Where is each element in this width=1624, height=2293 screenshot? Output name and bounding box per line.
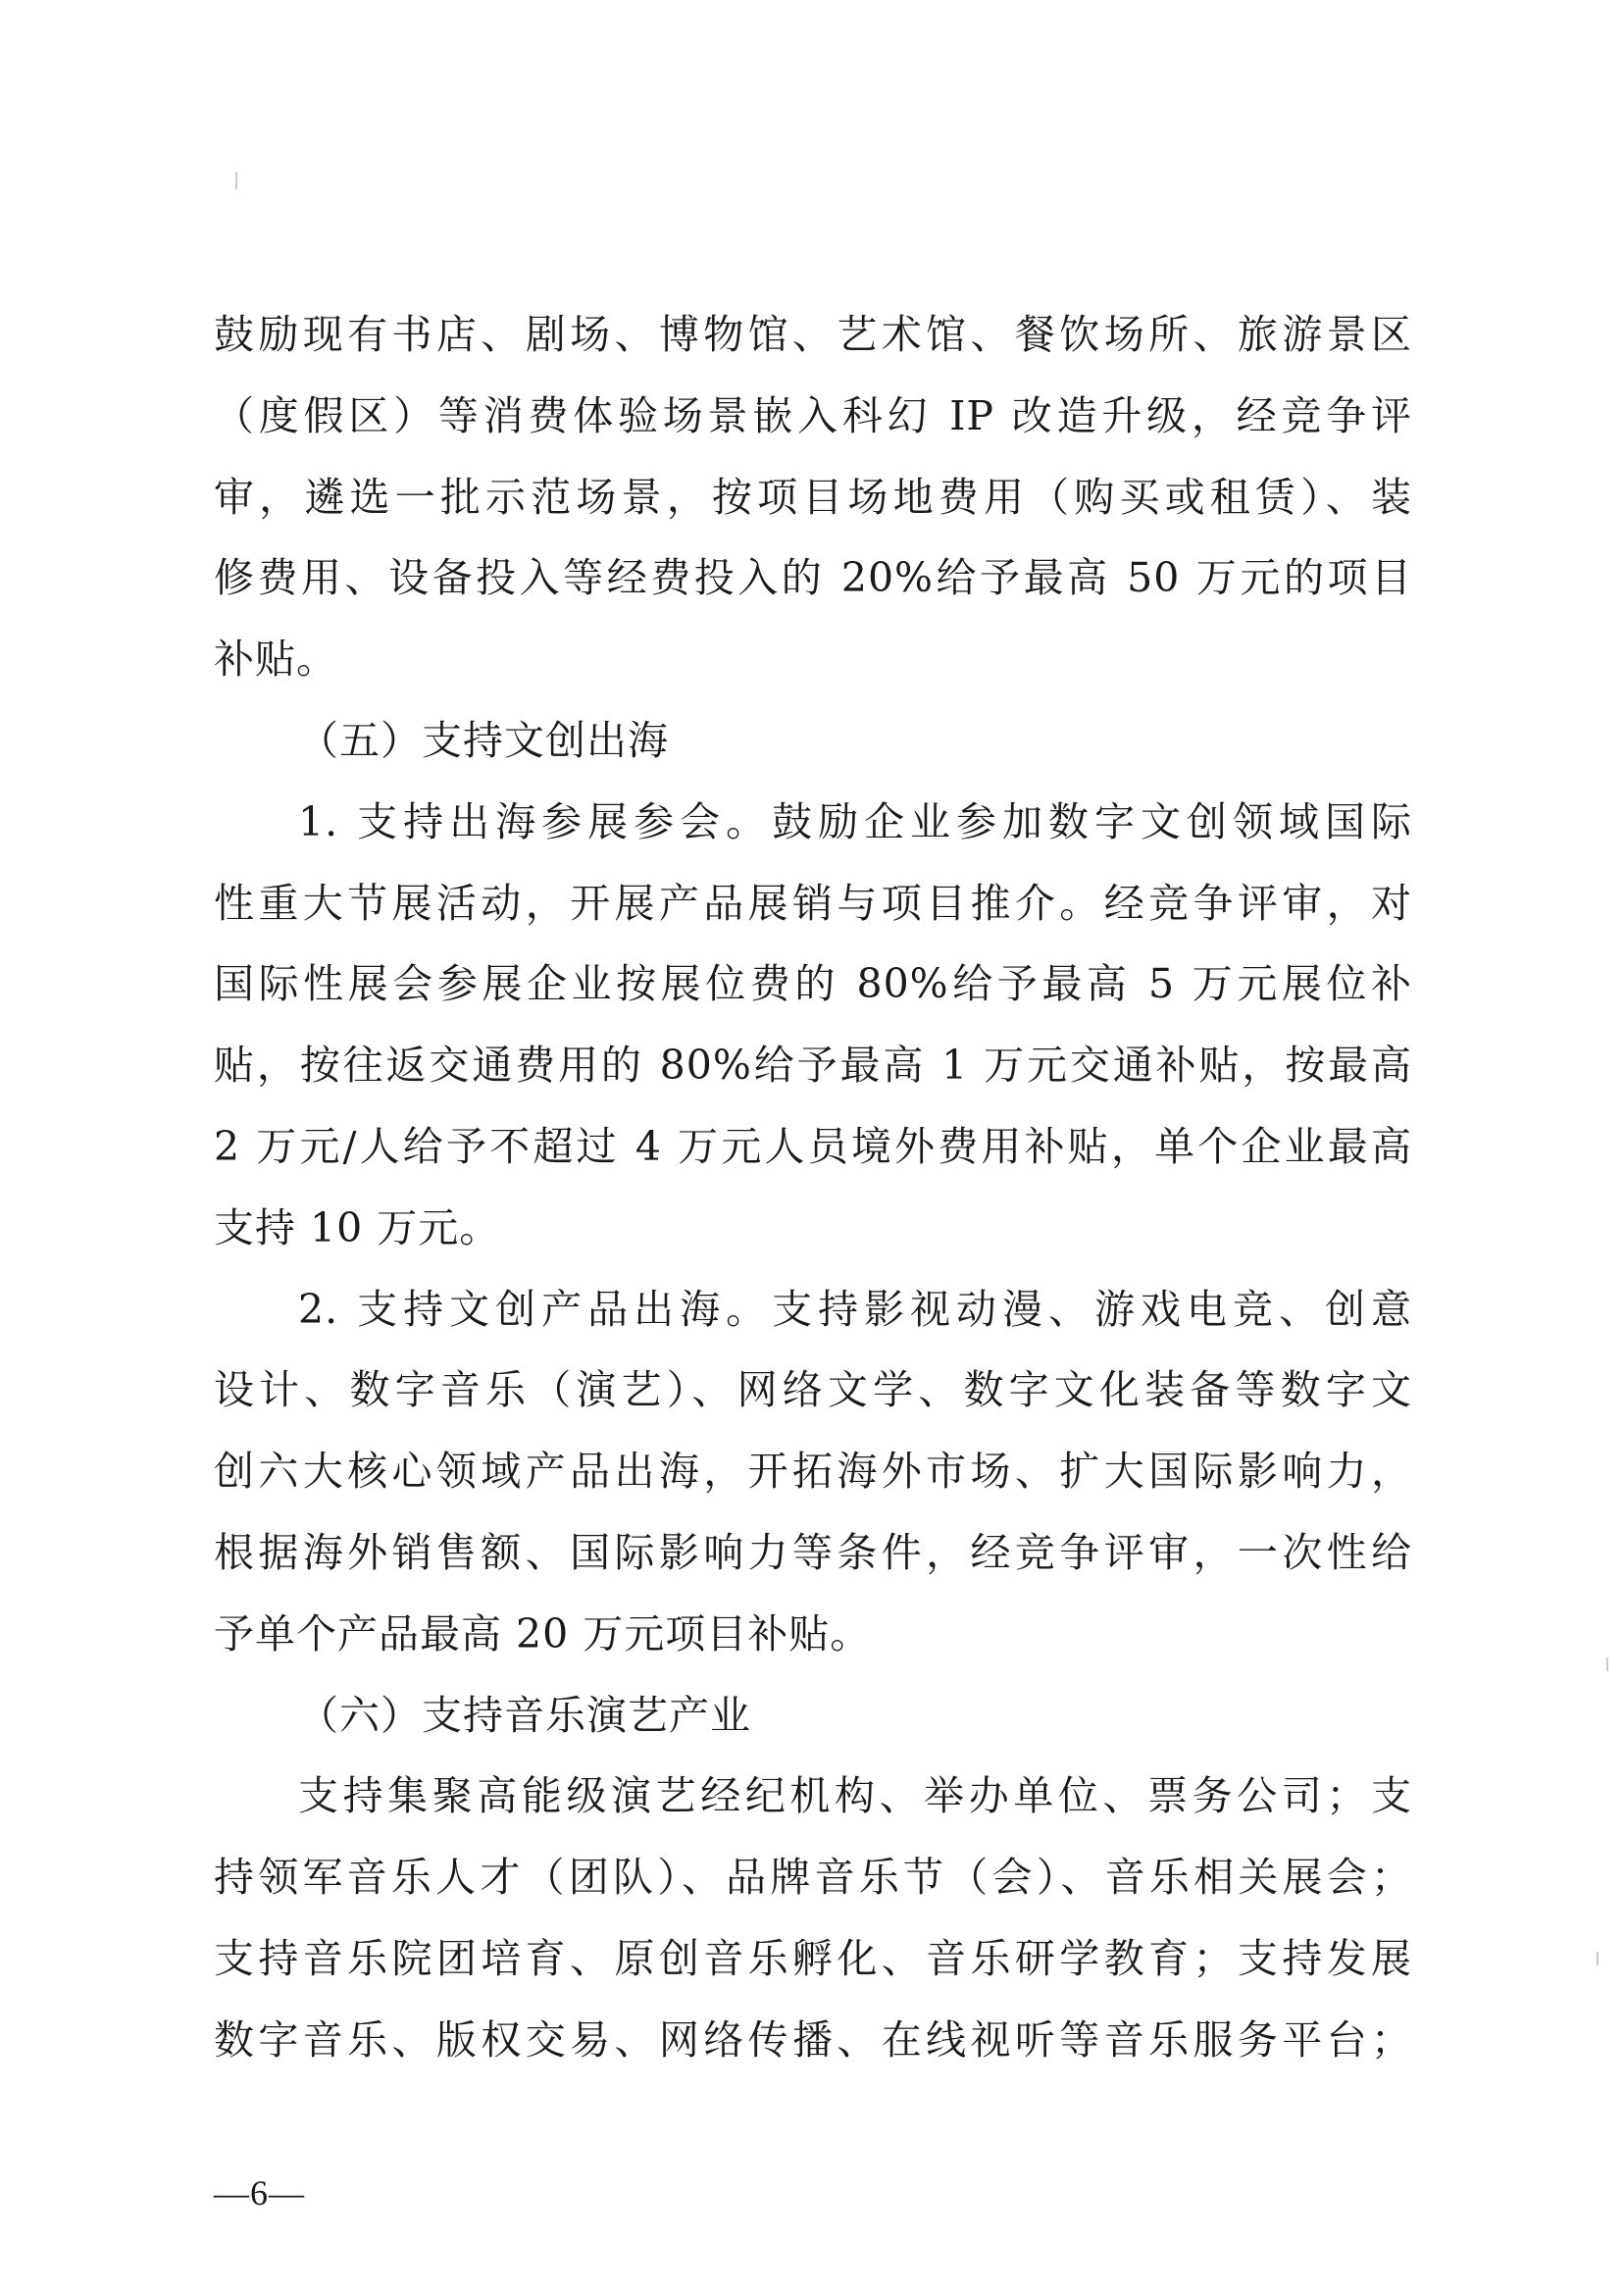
- paragraph-line: 创六大核心领域产品出海，开拓海外市场、扩大国际影响力，: [214, 1448, 1412, 1496]
- scan-artifact: [235, 172, 237, 189]
- scan-artifact: [1606, 1657, 1608, 1671]
- paragraph-line: 性重大节展活动，开展产品展销与项目推介。经竞争评审，对: [214, 879, 1412, 927]
- page-number: —6—: [214, 2173, 305, 2213]
- paragraph-line: 根据海外销售额、国际影响力等条件，经竞争评审，一次性给: [214, 1528, 1412, 1576]
- paragraph-line: 持领军音乐人才（团队）、品牌音乐节（会）、音乐相关展会；: [214, 1854, 1412, 1902]
- paragraph-line: 审，遴选一批示范场景，按项目场地费用（购买或租赁）、装: [214, 473, 1412, 521]
- paragraph-line: 支持 10 万元。: [214, 1203, 501, 1251]
- section-heading: （六）支持音乐演艺产业: [298, 1691, 751, 1739]
- paragraph-line: 数字音乐、版权交易、网络传播、在线视听等音乐服务平台；: [214, 2015, 1412, 2064]
- body-text: [214, 294, 1412, 2081]
- scan-artifact: [1597, 1952, 1599, 1965]
- paragraph-line: 修费用、设备投入等经费投入的 20%给予最高 50 万元的项目: [214, 554, 1412, 602]
- paragraph-line: （度假区）等消费体验场景嵌入科幻 IP 改造升级，经竞争评: [214, 391, 1412, 439]
- paragraph-line: 设计、数字音乐（演艺）、网络文学、数字文化装备等数字文: [214, 1366, 1412, 1414]
- section-heading: （五）支持文创出海: [298, 716, 669, 764]
- paragraph-line: 贴，按往返交通费用的 80%给予最高 1 万元交通补贴，按最高: [214, 1042, 1412, 1090]
- paragraph-line: 鼓励现有书店、剧场、博物馆、艺术馆、餐饮场所、旅游景区: [214, 311, 1412, 358]
- paragraph-line: 支持集聚高能级演艺经纪机构、举办单位、票务公司；支: [298, 1772, 1412, 1820]
- paragraph-line: 国际性展会参展企业按展位费的 80%给予最高 5 万元展位补: [214, 960, 1412, 1008]
- paragraph-line: 2 万元/人给予不超过 4 万元人员境外费用补贴，单个企业最高: [214, 1122, 1412, 1170]
- paragraph-line: 2. 支持文创产品出海。支持影视动漫、游戏电竞、创意: [298, 1285, 1412, 1333]
- paragraph-line: 1. 支持出海参展参会。鼓励企业参加数字文创领域国际: [298, 797, 1412, 845]
- paragraph-line: 支持音乐院团培育、原创音乐孵化、音乐研学教育；支持发展: [214, 1934, 1412, 1982]
- paragraph-line: 予单个产品最高 20 万元项目补贴。: [214, 1609, 872, 1657]
- paragraph-line: 补贴。: [214, 636, 337, 684]
